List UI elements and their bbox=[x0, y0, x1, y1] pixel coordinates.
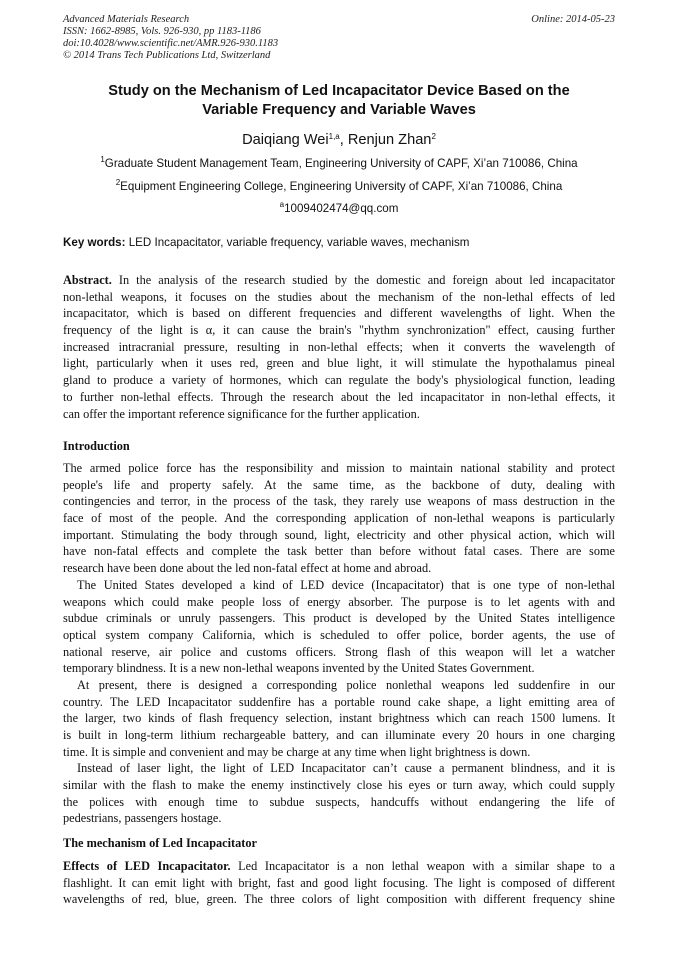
intro-line: The armed police force has the responsibility and mission to maintain national stability and protect bbox=[63, 461, 615, 475]
journal-name: Advanced Materials Research bbox=[63, 14, 190, 25]
affiliation-1 bbox=[40, 157, 638, 171]
affiliation-2 bbox=[40, 180, 638, 194]
intro-line: is built in long-term lithium rechargeable battery, and can illuminate every 20 hours in one charging bbox=[63, 728, 615, 742]
mechanism-line: Effects of LED Incapacitator. Led Incapacitator is a non lethal weapon with a similar shape to a bbox=[63, 859, 615, 873]
title-line-2: Variable Frequency and Variable Waves bbox=[202, 102, 476, 118]
author-1-sup: 1,a bbox=[328, 132, 340, 141]
author-separator: , bbox=[339, 132, 348, 148]
intro-line: Instead of laser light, the light of LED Incapacitator can’t cause a permanent blindness, and it is bbox=[77, 761, 615, 776]
affiliation-2-text: Equipment Engineering College, Engineering University of CAPF, Xi’an 710086, China bbox=[120, 180, 563, 193]
intro-line: important. Stimulating the body through sound, light, electricity and other physical action, which will bbox=[63, 527, 615, 542]
title-line-1: Study on the Mechanism of Led Incapacitator Device Based on the bbox=[108, 83, 570, 99]
email-sup: a bbox=[279, 200, 285, 209]
keywords bbox=[63, 236, 615, 250]
intro-line: pedestrians, passengers hostage. bbox=[63, 811, 222, 826]
intro-line: At present, there is designed a corresponding police nonlethal weapons led suddenfire in our bbox=[77, 677, 615, 692]
abstract-label: Abstract. bbox=[63, 273, 112, 287]
abstract-line: can offer the important reference significance for the further application. bbox=[63, 406, 420, 421]
introduction-body bbox=[63, 460, 615, 827]
online-date: Online: 2014-05-23 bbox=[531, 14, 615, 25]
copyright-line: © 2014 Trans Tech Publications Ltd, Switzerland bbox=[63, 50, 271, 61]
author-1: Daiqiang Wei bbox=[242, 132, 329, 148]
paper-title bbox=[63, 82, 615, 120]
affiliation-1-text: Graduate Student Management Team, Engineering University of CAPF, Xi’an 710086, China bbox=[104, 157, 578, 170]
intro-line: similar with the flash to make the enemy instinctively close his eyes or turn away, which could supply bbox=[63, 778, 615, 793]
intro-line: the polices with enough time to subdue suspects, handcuffs without endangering the life of bbox=[63, 794, 615, 809]
intro-line: subdue criminals or unruly passengers. This product is developed by the United States intelligence bbox=[63, 611, 615, 626]
mechanism-line: wavelengths of red, blue, green. The three colors of light composition with different frequency shine bbox=[63, 892, 615, 907]
mechanism-line: flashlight. It can emit light with bright, fast and good light focusing. The light is composed of different bbox=[63, 875, 615, 890]
author-list bbox=[63, 131, 615, 149]
email-text: 1009402474@qq.com bbox=[284, 202, 399, 215]
intro-line: face of most of the people. And the corresponding application of non-lethal weapons is particularly bbox=[63, 511, 615, 526]
abstract-line: light, particularly when it uses red, green and blue light, it will stimulate the hypothalamus pineal bbox=[63, 356, 615, 371]
author-email bbox=[40, 202, 638, 216]
journal-header bbox=[63, 14, 615, 62]
keywords-text: LED Incapacitator, variable frequency, variable waves, mechanism bbox=[125, 236, 470, 249]
intro-line: national reserve, air police and customs officers. Strong flash of this weapon will let a watcher bbox=[63, 644, 615, 659]
issn-line: ISSN: 1662-8985, Vols. 926-930, pp 1183-1186 bbox=[63, 26, 261, 37]
intro-line: weapons which could make people loss of energy absorber. The purpose is to let agents with and bbox=[63, 594, 615, 609]
abstract-line: frequency of the light is α, it can cause the brain's "rhythm synchronization" effect, causing further bbox=[63, 323, 615, 338]
author-2-sup: 2 bbox=[431, 132, 436, 141]
intro-line: optical system company California, which is scheduled to offer police, border agents, the use of bbox=[63, 627, 615, 642]
abstract-line: Abstract. In the analysis of the research studied by the domestic and foreign about led incapacitator bbox=[63, 273, 615, 287]
abstract-line: non-lethal weapons, it focuses on the studies about the mechanism of the non-lethal effects of led bbox=[63, 289, 615, 304]
intro-line: contingencies and terror, in the process of the task, they rarely use weapons of mass destruction in the bbox=[63, 494, 615, 509]
intro-line: people's life and property safely. At the same time, as the backbone of duty, dealing with bbox=[63, 477, 615, 492]
doi-line: doi:10.4028/www.scientific.net/AMR.926-930.1183 bbox=[63, 38, 279, 49]
mechanism-heading: The mechanism of Led Incapacitator bbox=[63, 836, 258, 850]
abstract-line: to further non-lethal effects. Through the research about the led incapacitator in non-lethal effects, it bbox=[63, 389, 615, 404]
author-2: Renjun Zhan bbox=[347, 132, 432, 148]
mechanism-body bbox=[63, 858, 615, 908]
affiliation-1-sup: 1 bbox=[100, 155, 105, 164]
introduction-heading: Introduction bbox=[63, 439, 130, 453]
abstract-line: increased intracranial pressure, resulting in non-lethal effects; when it converts the wavelength of bbox=[63, 339, 615, 354]
abstract-line: incapacitator, which is based on different frequencies and different wavelengths of light. When the bbox=[63, 306, 615, 321]
abstract-line: gland to produce a variety of hormones, which can regulate the body's physiological function, leading bbox=[63, 373, 615, 388]
intro-line: The United States developed a kind of LED device (Incapacitator) that is one type of non-lethal bbox=[77, 577, 615, 592]
intro-line: temporary blindness. It is a new non-lethal weapons invented by the United States Government. bbox=[63, 661, 535, 676]
mechanism-lead: Effects of LED Incapacitator. bbox=[63, 859, 231, 873]
intro-line: the larger, two kinds of flash frequency selection, instant brightness which can reach 1500 lumens. It bbox=[63, 711, 615, 726]
intro-line: time. It is simple and convenient and may be charge at any time when light brightness is down. bbox=[63, 744, 531, 759]
intro-line: research have been done about the led non-fatal effect at home and abroad. bbox=[63, 561, 432, 576]
abstract bbox=[63, 272, 615, 422]
intro-line: have non-fatal effects and complete the task better than before without fatal cases. There are some bbox=[63, 544, 615, 559]
affiliation-2-sup: 2 bbox=[115, 178, 121, 187]
intro-line: country. The LED Incapacitator suddenfire has a portable round cake shape, a light emitting area of bbox=[63, 694, 615, 709]
keywords-label: Key words: bbox=[63, 236, 126, 249]
